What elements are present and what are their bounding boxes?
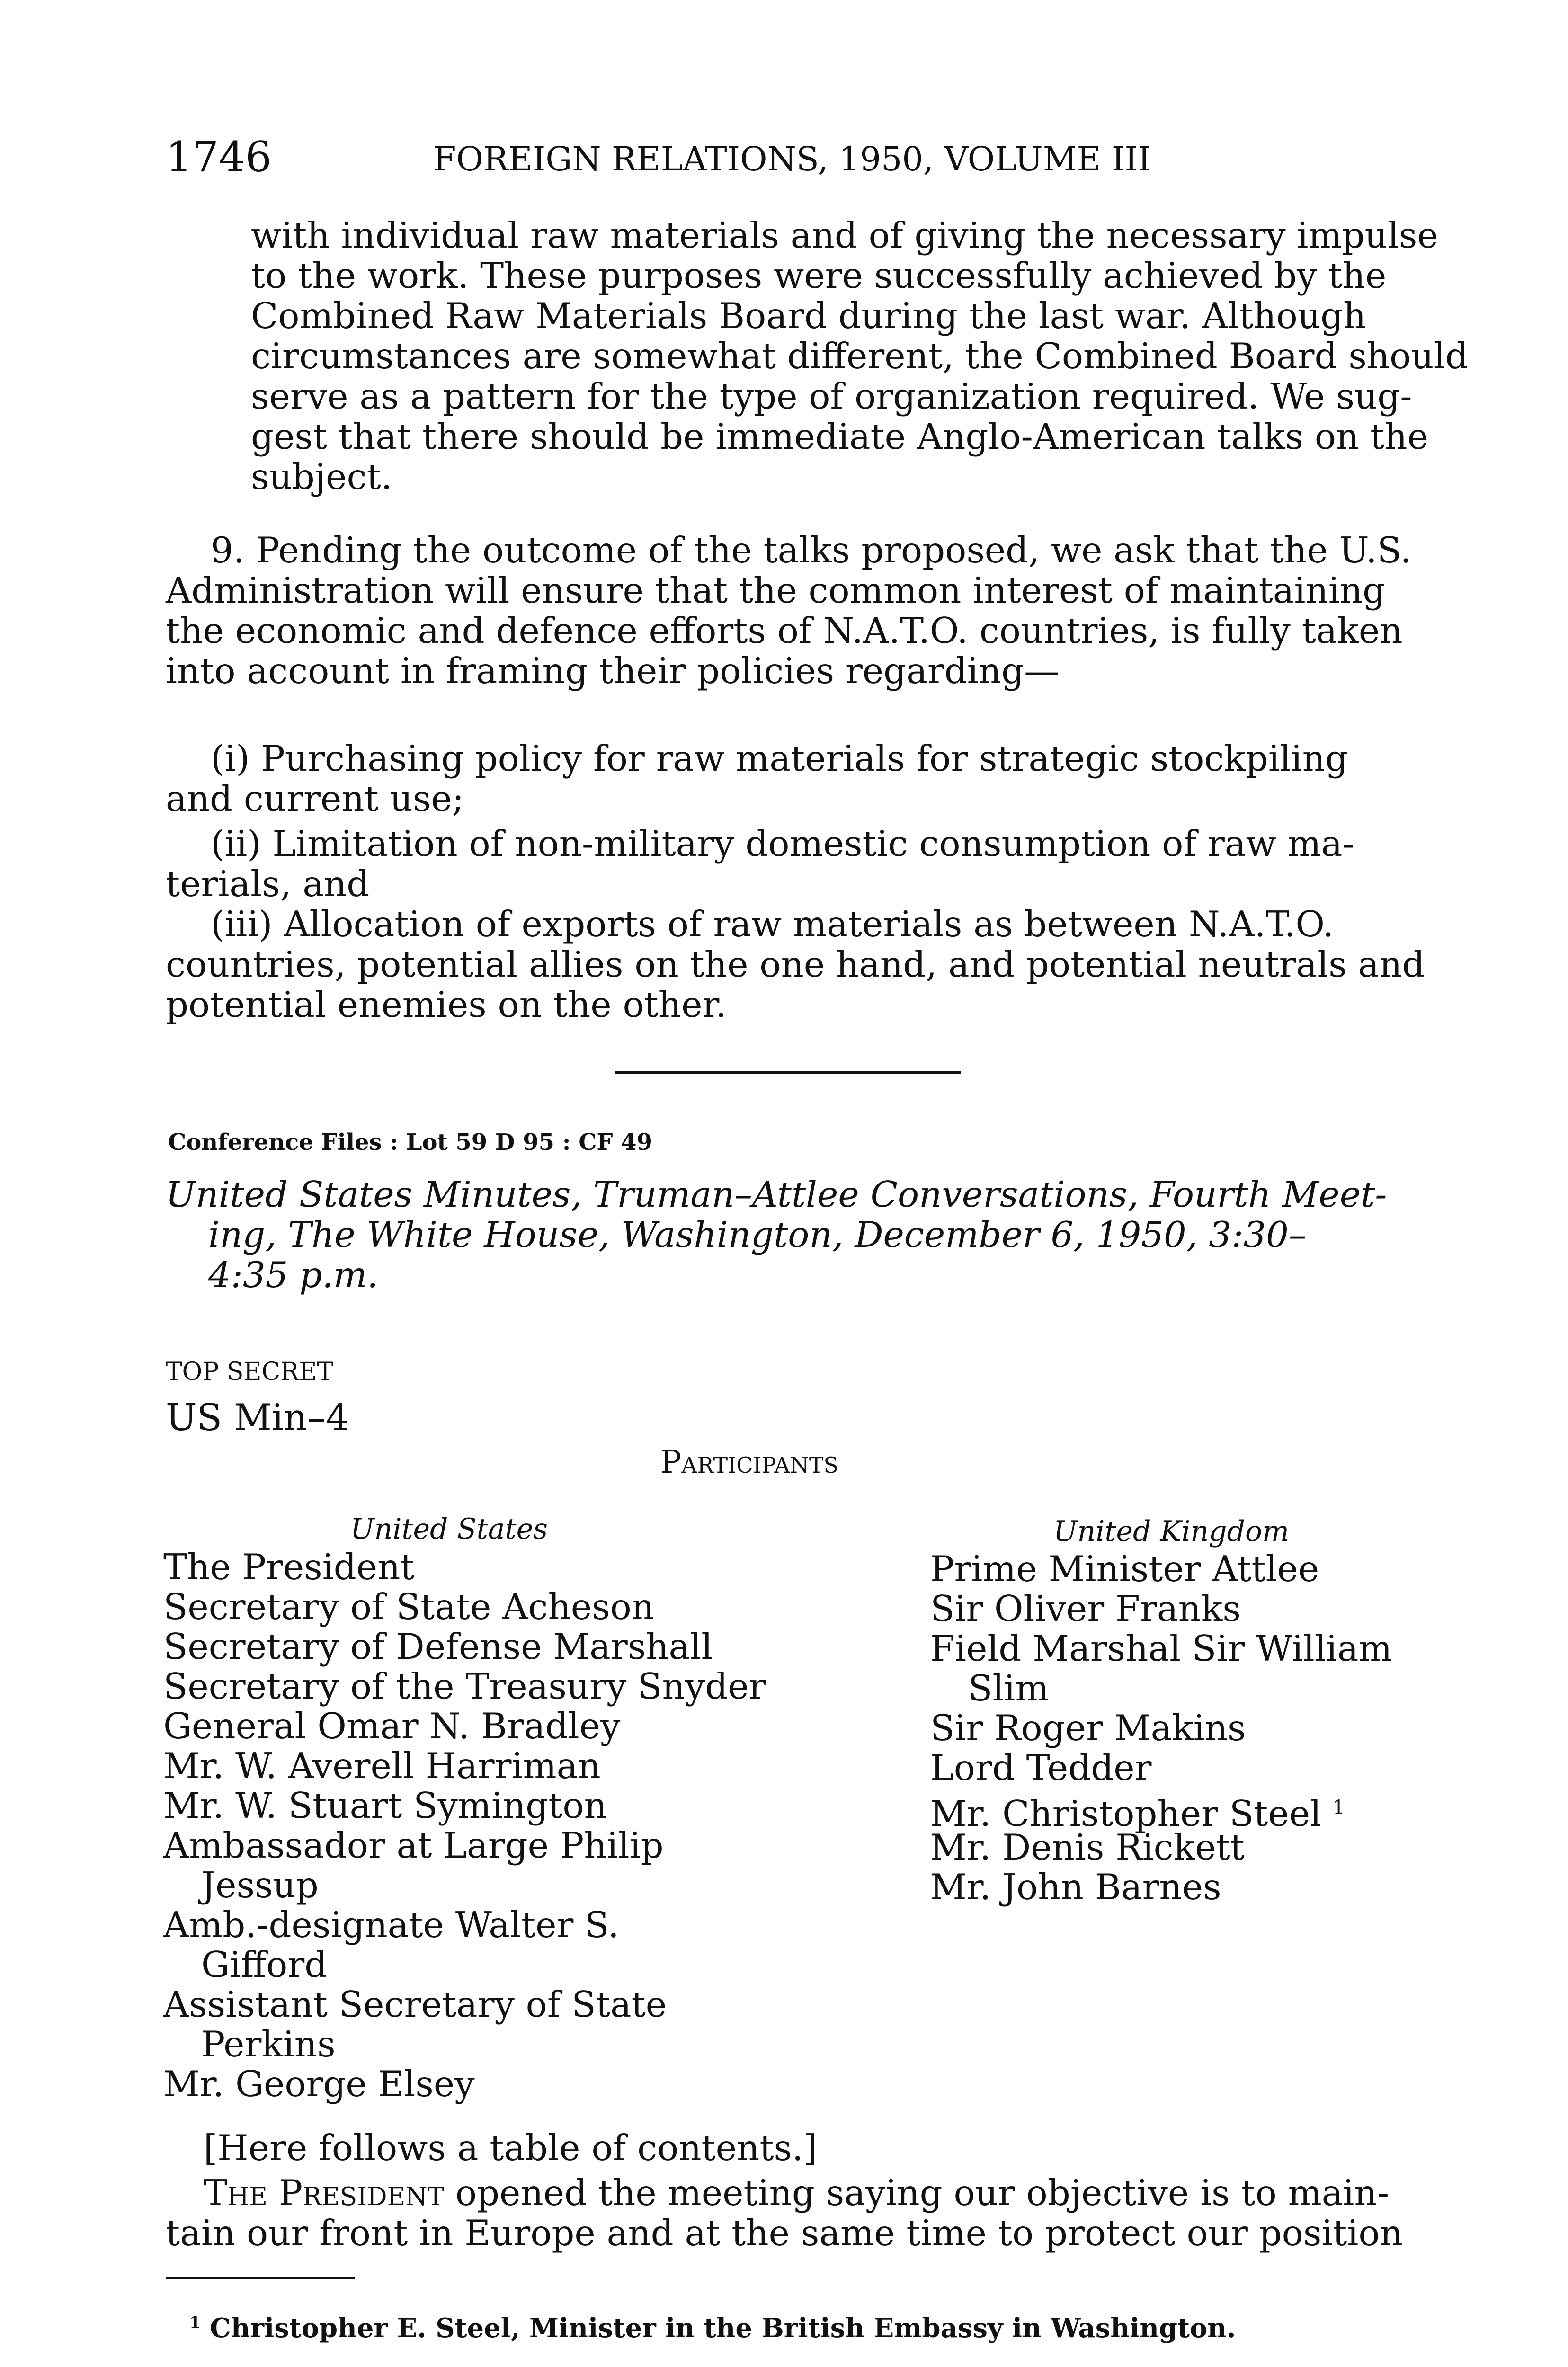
list-item: Field Marshal Sir William (930, 1628, 1392, 1669)
list-item: Sir Oliver Franks (930, 1588, 1241, 1629)
footnote-marker: 1 (189, 2313, 201, 2332)
paragraph-9: 9. Pending the outcome of the talks proposed, we ask that the U.S. Administration will ensure that the common interest of maintaining the economic and defence efforts of N.A.T.O. countries, is fully taken into account in framing their policies regarding— (166, 529, 1412, 692)
list-item: Prime Minister Attlee (930, 1548, 1319, 1590)
continued-paragraph: with individual raw materials and of giving the necessary impulse to the work. These purposes were successfully achieved by the Combined Raw Materials Board during the last war. Although circumstances are somewhat different, the Combined Board should serve as a pattern for the type of organization required. We sug- gest that there should be immediate Anglo-American talks on the subject. (251, 214, 1468, 498)
list-item: Secretary of the Treasury Snyder (163, 1665, 766, 1707)
item-i: (i) Purchasing policy for raw materials for strategic stockpiling and current use; (166, 738, 1348, 819)
list-item: Gifford (201, 1944, 328, 1985)
list-item: Secretary of Defense Marshall (163, 1626, 713, 1667)
list-item: Lord Tedder (930, 1747, 1152, 1789)
section-divider (615, 1071, 961, 1074)
running-title: FOREIGN RELATIONS, 1950, VOLUME III (433, 140, 1151, 178)
footnote: $^1$ Christopher E. Steel, Minister in the British Embassy in Washington. (189, 2313, 1236, 2344)
item-ii: (ii) Limitation of non-military domestic consumption of raw ma- terials, and (166, 823, 1354, 905)
closing-paragraph: The President opened the meeting saying our objective is to main- tain our front in Europe and at the same time to protect our position (166, 2172, 1403, 2254)
toc-note: [Here follows a table of contents.] (204, 2127, 818, 2169)
uk-heading: United Kingdom (1053, 1515, 1289, 1548)
participants-heading: Participants (660, 1444, 839, 1480)
classification: TOP SECRET (166, 1358, 333, 1386)
list-item: The President (163, 1546, 415, 1588)
list-item: Jessup (201, 1864, 319, 1906)
speaker-name: The President (204, 2172, 444, 2214)
list-item: Secretary of State Acheson (163, 1586, 655, 1628)
uk-participants-list (930, 1549, 1392, 1907)
item-iii: (iii) Allocation of exports of raw materials as between N.A.T.O. countries, potential allies on the one hand, and potential neutrals and potential enemies on the other. (166, 903, 1425, 1025)
list-item: Mr. W. Stuart Symington (163, 1785, 607, 1826)
list-item: Mr. John Barnes (930, 1866, 1221, 1908)
list-item: Mr. George Elsey (163, 2063, 475, 2105)
document-title: United States Minutes, Truman–Attlee Conversations, Fourth Meet- ing, The White House, Washington, December 6, 1950, 3:30– 4:35 p.m. (166, 1174, 1387, 1296)
list-item: Ambassador at Large Philip (163, 1824, 664, 1866)
us-participants-list (163, 1547, 766, 2104)
list-item: Mr. Denis Rickett (930, 1826, 1245, 1868)
list-item: Mr. W. Averell Harriman (163, 1745, 601, 1787)
list-item: Perkins (201, 2023, 336, 2065)
list-item: Mr. Christopher Steel $^1$ (930, 1793, 1345, 1834)
list-item: Assistant Secretary of State (163, 1984, 667, 2025)
document-id: US Min–4 (166, 1397, 349, 1439)
footnote-ref: 1 (1332, 1797, 1345, 1818)
list-item: Slim (968, 1667, 1049, 1709)
list-item: Sir Roger Makins (930, 1707, 1246, 1749)
list-item: Amb.-designate Walter S. (163, 1904, 619, 1946)
footnote-divider (166, 2277, 355, 2279)
source-note: Conference Files : Lot 59 D 95 : CF 49 (168, 1129, 652, 1156)
list-item: General Omar N. Bradley (163, 1705, 621, 1747)
page-number: 1746 (166, 133, 272, 181)
us-heading: United States (350, 1513, 548, 1546)
